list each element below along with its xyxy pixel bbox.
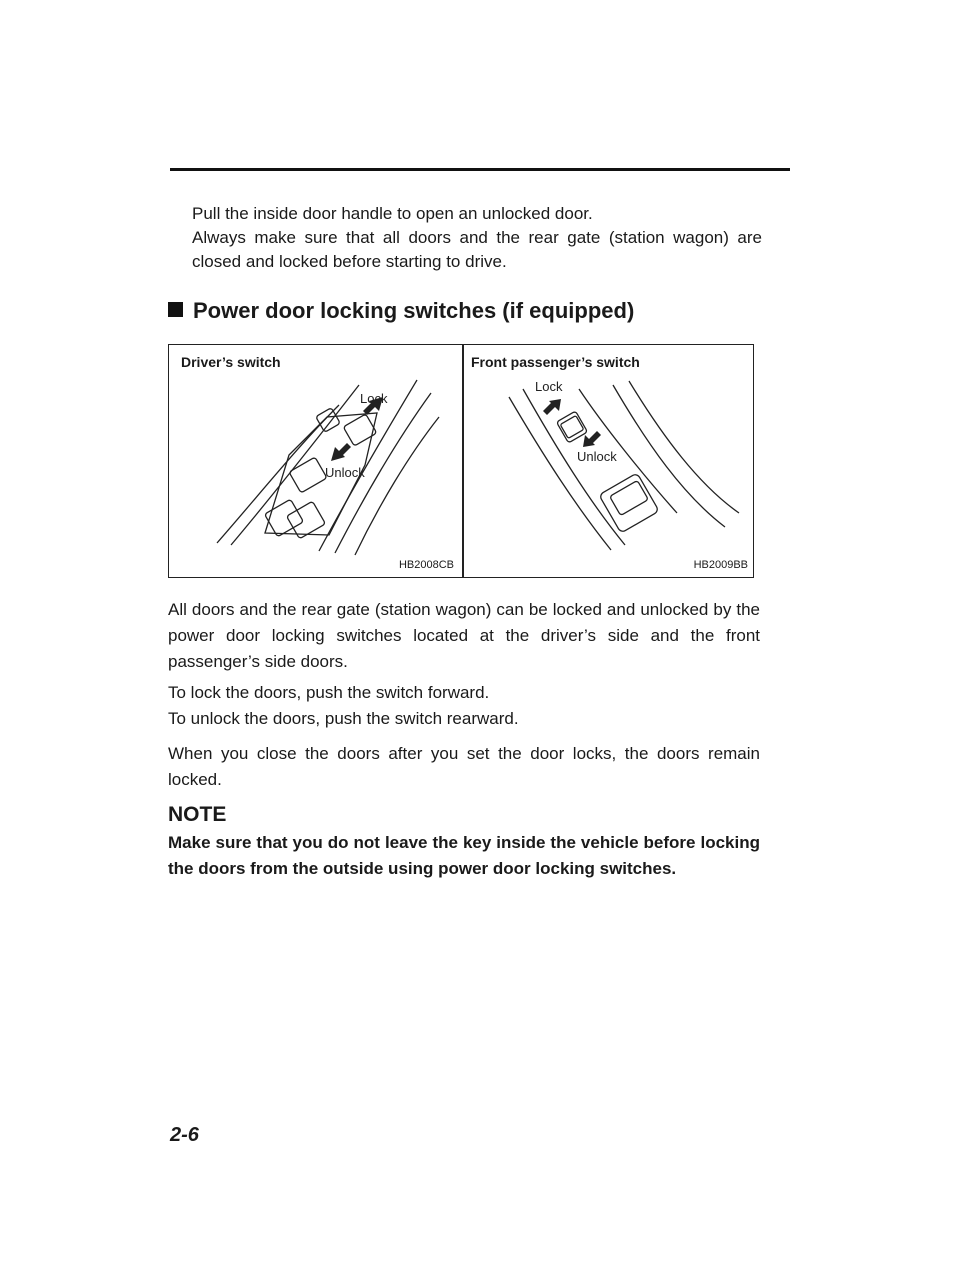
drivers-switch-panel <box>169 345 462 577</box>
lock-arrow-icon <box>543 399 561 415</box>
switch-illustration <box>168 344 754 578</box>
unlock-instruction: To unlock the doors, push the switch rearward. <box>168 709 519 728</box>
paragraph-door-locks-remain <box>168 741 760 793</box>
paragraph-locking-overview <box>168 597 760 675</box>
intro-line-2: Always make sure that all doors and the rear gate (station wagon) are closed and locked before starting to drive. <box>192 228 762 271</box>
door-trim-line <box>613 385 725 527</box>
passengers-figure-code: HB2009BB <box>693 559 748 571</box>
note-text: Make sure that you do not leave the key inside the vehicle before locking the doors from the outside using power door locking switches. <box>168 833 760 878</box>
paragraph-text: All doors and the rear gate (station wagon) can be locked and unlocked by the power door locking switches located at the driver’s side and the front passenger’s side doors. <box>168 600 760 671</box>
passengers-switch-drawing <box>463 345 756 577</box>
passengers-switch-title: Front passenger’s switch <box>471 354 640 370</box>
drivers-unlock-label: Unlock <box>325 465 365 480</box>
drivers-switch-title: Driver’s switch <box>181 354 281 370</box>
window-switch <box>265 499 304 537</box>
drivers-figure-code: HB2008CB <box>398 559 454 571</box>
note-title: NOTE <box>168 803 227 826</box>
passengers-unlock-label: Unlock <box>577 449 617 464</box>
passengers-switch-panel <box>463 345 756 577</box>
window-switch <box>287 501 326 539</box>
paragraph-text: When you close the doors after you set the door locks, the doors remain locked. <box>168 744 760 789</box>
square-bullet-icon <box>168 302 183 317</box>
door-lock-switch <box>343 414 377 446</box>
intro-line-1: Pull the inside door handle to open an unlocked door. <box>192 204 593 223</box>
passengers-lock-label: Lock <box>535 379 563 394</box>
drivers-switch-drawing <box>169 345 462 577</box>
drivers-lock-label: Lock <box>360 391 388 406</box>
section-heading-text: Power door locking switches (if equipped) <box>193 298 635 323</box>
window-switch <box>289 457 327 493</box>
page-number: 2-6 <box>170 1124 199 1146</box>
top-rule <box>170 168 790 171</box>
door-trim-line <box>629 381 739 513</box>
section-heading <box>168 298 634 324</box>
intro-text <box>192 202 762 274</box>
paragraph-lock-instructions <box>168 680 760 732</box>
lock-instruction: To lock the doors, push the switch forward. <box>168 683 490 702</box>
window-lock-button <box>316 408 341 433</box>
unlock-arrow-icon <box>331 443 351 461</box>
